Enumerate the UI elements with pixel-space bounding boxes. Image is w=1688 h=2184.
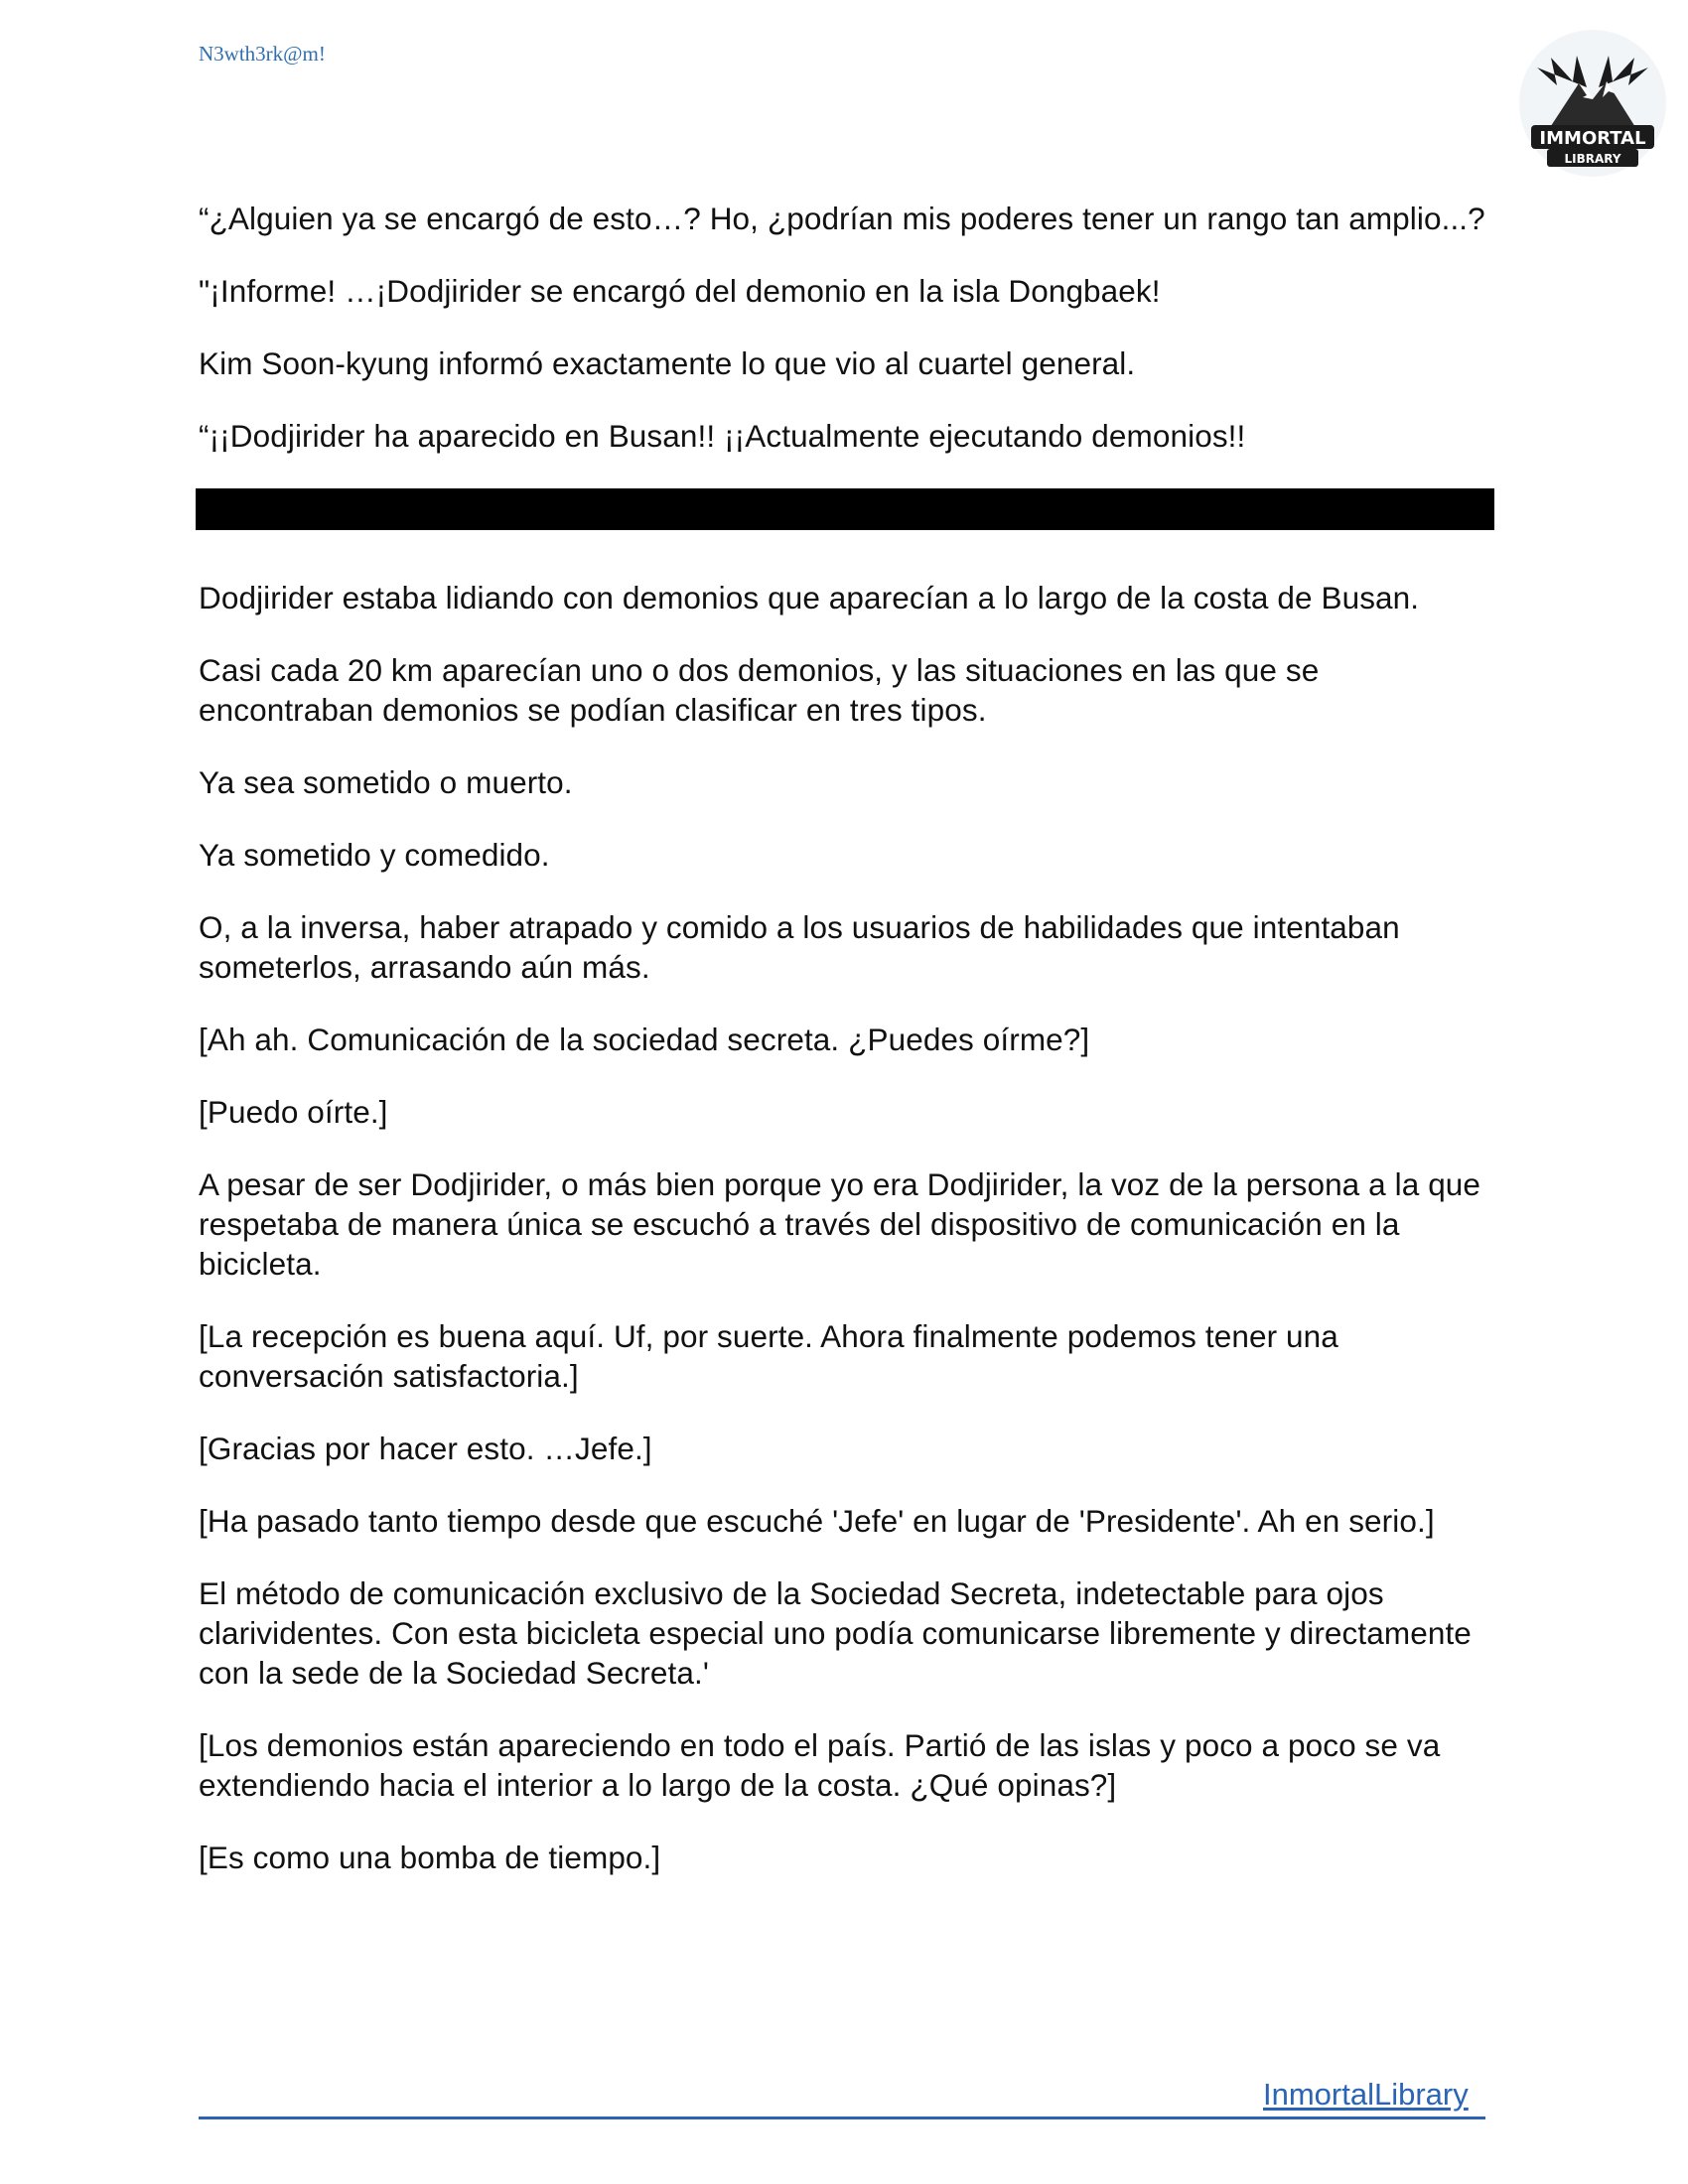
immortal-library-logo (1517, 28, 1668, 179)
paragraph: “¿Alguien ya se encargó de esto…? Ho, ¿podrían mis poderes tener un rango tan amplio...? (199, 201, 1485, 236)
paragraph: [La recepción es buena aquí. Uf, por suerte. Ahora finalmente podemos tener una conversación satisfactoria.] (199, 1318, 1338, 1394)
paragraph: Dodjirider estaba lidiando con demonios que aparecían a lo largo de la costa de Busan. (199, 580, 1420, 615)
paragraph: O, a la inversa, haber atrapado y comido a los usuarios de habilidades que intentaban someterlos, arrasando aún más. (199, 909, 1400, 985)
paragraph: A pesar de ser Dodjirider, o más bien porque yo era Dodjirider, la voz de la persona a la que respetaba de manera única se escuchó a través del dispositivo de comunicación en la bicicleta. (199, 1166, 1481, 1282)
logo-emblem-icon (1517, 28, 1668, 179)
paragraph: El método de comunicación exclusivo de la Sociedad Secreta, indetectable para ojos clarividentes. Con esta bicicleta especial uno podía comunicarse libremente y directamente con la sede de la Sociedad Secreta.' (199, 1575, 1472, 1691)
paragraph: "¡Informe! …¡Dodjirider se encargó del demonio en la isla Dongbaek! (199, 273, 1161, 309)
footer-rule (199, 2116, 1485, 2119)
section-divider-bar (196, 488, 1494, 530)
paragraph: [Gracias por hacer esto. …Jefe.] (199, 1431, 652, 1466)
paragraph: [Ha pasado tanto tiempo desde que escuché 'Jefe' en lugar de 'Presidente'. Ah en serio.] (199, 1503, 1435, 1539)
paragraph: Ya sometido y comedido. (199, 837, 550, 873)
paragraph: “¡¡Dodjirider ha aparecido en Busan!! ¡¡Actualmente ejecutando demonios!! (199, 418, 1246, 454)
logo-text-library: LIBRARY (1564, 152, 1621, 166)
header-watermark-text: N3wth3rk@m! (199, 42, 326, 66)
document-body (199, 199, 1499, 1910)
paragraph: [Ah ah. Comunicación de la sociedad secreta. ¿Puedes oírme?] (199, 1022, 1090, 1057)
paragraph: Kim Soon-kyung informó exactamente lo que vio al cuartel general. (199, 345, 1136, 381)
paragraph: [Es como una bomba de tiempo.] (199, 1840, 661, 1875)
footer-link-inmortallibrary[interactable]: InmortalLibrary (1263, 2077, 1469, 2112)
paragraph: [Los demonios están apareciendo en todo el país. Partió de las islas y poco a poco se va extendiendo hacia el interior a lo largo de la costa. ¿Qué opinas?] (199, 1727, 1441, 1803)
logo-text-immortal: IMMORTAL (1539, 128, 1646, 149)
paragraph: Ya sea sometido o muerto. (199, 764, 573, 800)
paragraph: [Puedo oírte.] (199, 1094, 388, 1130)
paragraph: Casi cada 20 km aparecían uno o dos demonios, y las situaciones en las que se encontraban demonios se podían clasificar en tres tipos. (199, 652, 1320, 728)
